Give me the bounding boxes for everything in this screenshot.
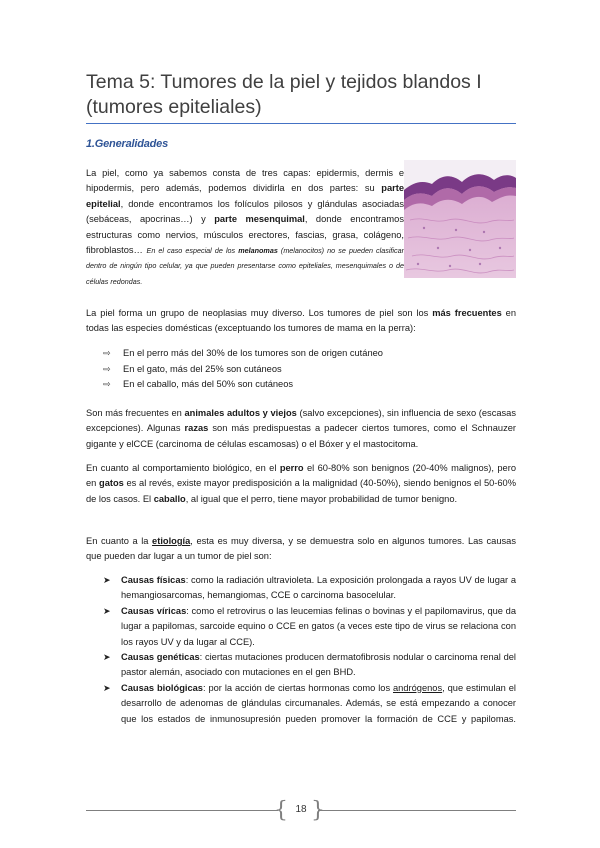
title-underline: [86, 123, 516, 124]
para-text: el 60-80% son benignos (20-40% malignos), pero en: [86, 463, 516, 489]
arrow-bullet-icon: ⇨: [103, 363, 111, 374]
list-item: [103, 362, 503, 378]
intro-text: , donde encontramos estructuras como nervios, músculos erectores, fascias, grasa, colágeno, fibroblastos…: [86, 214, 404, 256]
note-text: (melanocitos) no se pueden clasificar dentro de ningún tipo celular, ya que pueden presentarse como epiteliales, mesenquimales o de células redondas.: [86, 246, 404, 286]
triangle-bullet-icon: ➤: [103, 682, 111, 693]
list-item-text: En el caballo, más del 50% son cutáneos: [123, 379, 294, 390]
list-item-text: En el gato, más del 25% son cutáneos: [123, 363, 282, 374]
list-item: [103, 604, 516, 650]
para-text: (salvo excepciones), sin influencia de sexo (escasas excepciones). Algunas: [86, 408, 516, 434]
page-title: [86, 70, 526, 120]
para-bold: caballo: [153, 493, 186, 504]
triangle-bullet-icon: ➤: [103, 652, 111, 663]
list-item: [103, 573, 516, 604]
footer-rule-left: [86, 810, 278, 811]
para-text: Son más frecuentes en: [86, 408, 185, 418]
intro-bold: parte mesenquimal: [214, 214, 305, 225]
triangle-bullet-icon: ➤: [103, 575, 111, 585]
footer-brace-left: {: [274, 798, 288, 823]
cause-text: : como la radiación ultravioleta. La exposición prolongada a rayos UV de lugar a hemangiosarcomas, hemangiomas, CCE o carcinoma basocelular.: [121, 575, 516, 601]
footer-brace-right: }: [311, 798, 325, 823]
para-text: La piel forma un grupo de neoplasias muy diverso. Los tumores de piel son los: [86, 308, 433, 318]
cause-heading: Causas físicas: [121, 575, 186, 585]
causes-list: [103, 573, 516, 727]
para-text: En cuanto al comportamiento biológico, en el: [86, 463, 280, 473]
note-text: En el caso especial de los: [146, 246, 239, 256]
list-item: [103, 650, 516, 681]
title-line-1: Tema 5: Tumores de la piel y tejidos blandos I: [86, 71, 482, 93]
note-bold: melanomas: [238, 246, 278, 256]
section-heading: 1.Generalidades: [86, 138, 168, 150]
list-item: [103, 681, 516, 727]
list-item: [103, 346, 503, 362]
intro-paragraph: [86, 166, 404, 289]
para-text: en todas las especies domésticas (exceptuando los tumores de mama en la perra):: [86, 308, 516, 334]
intro-text: La piel, como ya sabemos consta de tres capas: epidermis, dermis e hipodermis, pero además, podemos dividirla en dos partes: su: [86, 168, 404, 194]
frequency-paragraph: [86, 306, 516, 337]
footer-rule-right: [318, 810, 516, 811]
intro-bold: parte epitelial: [86, 183, 404, 209]
skin-histology-image: [404, 160, 516, 278]
cause-text: , que estimulan el desarrollo de adenomas de glándulas circumanales. Además, se está empezando a conocer que los estados de inmunosupresión pueden promover la formación de CCE y papilomas.: [121, 682, 516, 724]
para-bold: más frecuentes: [432, 308, 502, 318]
para-text: , al igual que el perro, tiene mayor probabilidad de tumor benigno.: [185, 493, 458, 504]
para-text: En cuanto a la: [86, 536, 153, 546]
behaviour-paragraph: [86, 461, 516, 507]
para-bold: gatos: [99, 478, 124, 489]
page-number: 18: [295, 804, 307, 815]
list-item: [103, 377, 503, 393]
etiology-term: etiología: [152, 536, 191, 546]
age-breed-paragraph: [86, 406, 516, 452]
para-bold: perro: [279, 463, 304, 473]
cause-heading: Causas víricas: [121, 605, 187, 616]
para-text: , esta es muy diversa, y se demuestra solo en algunos tumores. Las causas que pueden dar lugar a un tumor de piel son:: [86, 536, 516, 562]
para-bold: razas: [184, 423, 209, 434]
cause-heading: Causas biológicas: [121, 682, 203, 693]
species-list: [103, 346, 503, 393]
triangle-bullet-icon: ➤: [103, 605, 111, 616]
cause-heading: Causas genéticas: [121, 652, 200, 663]
para-bold: animales adultos y viejos: [184, 408, 297, 418]
arrow-bullet-icon: ⇨: [103, 379, 111, 390]
para-text: son más predispuestas a padecer ciertos tumores, como el Schnauzer gigante y elCCE (carcinoma de células escamosas) o el Bóxer y el mastocitoma.: [86, 423, 516, 449]
title-line-2: (tumores epiteliales): [86, 96, 262, 118]
cause-text: : por la acción de ciertas hormonas como los: [202, 682, 394, 693]
para-text: es al revés, existe mayor predisposición a la malignidad (40-50%), siendo benignos el 50-60% de los casos. El: [86, 478, 516, 504]
etiology-paragraph: [86, 534, 516, 565]
androgen-term: andrógenos: [393, 682, 443, 693]
arrow-bullet-icon: ⇨: [103, 348, 111, 358]
intro-text: , donde encontramos los folículos pilosos y glándulas asociadas (sebáceas, apocrinas…) y: [86, 198, 404, 225]
list-item-text: En el perro más del 30% de los tumores son de origen cutáneo: [123, 348, 383, 358]
cause-text: : como el retrovirus o las leucemias felinas o bovinas y el papilomavirus, que da lugar a papilomas, sarcoide equino o CCE en gatos (a veces este tipo de virus se relaciona con los rayos UV y da lugar al CCE).: [121, 605, 517, 647]
cause-text: : ciertas mutaciones producen dermatofibrosis nodular o carcinoma renal del pastor alemán, asociado con mutaciones en el gen BHD.: [121, 652, 516, 678]
